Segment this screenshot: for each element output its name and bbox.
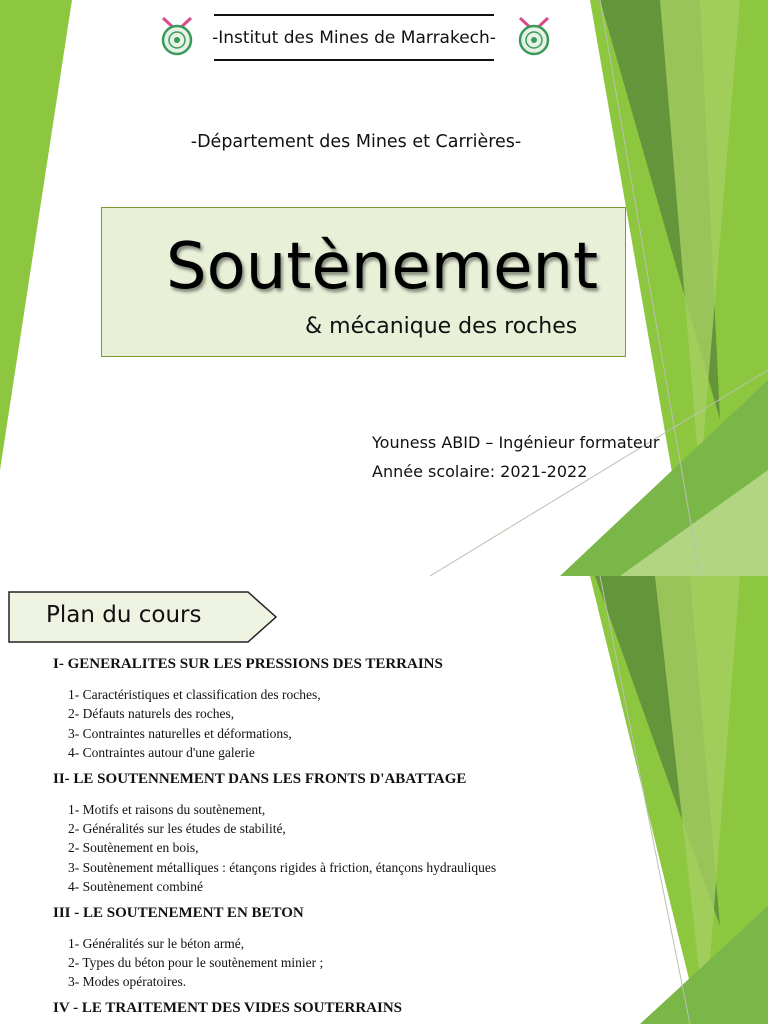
left-green-triangle xyxy=(0,0,72,470)
header-rule-bottom xyxy=(214,59,494,61)
title-box xyxy=(101,207,626,357)
author-name: Youness ABID – Ingénieur formateur xyxy=(372,433,660,452)
outline-item: 3- Soutènement métalliques : étançons rigides à friction, étançons hydrauliques xyxy=(68,859,497,875)
section-title: II- LE SOUTENNEMENT DANS LES FRONTS D'ABATTAGE xyxy=(53,770,467,787)
header-rule-top xyxy=(214,14,494,16)
institute-emblem-icon xyxy=(514,14,554,60)
outline-item: 4- Contraintes autour d'une galerie xyxy=(68,745,255,761)
outline-item: 2- Soutènement en bois, xyxy=(68,840,199,856)
outline-section xyxy=(53,771,693,897)
outline-section xyxy=(53,656,693,763)
outline-section xyxy=(53,1000,693,1017)
section-title: IV - LE TRAITEMENT DES VIDES SOUTERRAINS xyxy=(53,999,402,1016)
school-year: Année scolaire: 2021-2022 xyxy=(372,462,588,481)
outline-item: 2- Types du béton pour le soutènement minier ; xyxy=(68,955,324,971)
course-title: Soutènement xyxy=(166,230,599,304)
institute-emblem-icon xyxy=(157,14,197,60)
course-subtitle: & mécanique des roches xyxy=(305,314,578,339)
outline-item: 4- Soutènement combiné xyxy=(68,879,203,895)
outline-item: 1- Motifs et raisons du soutènement, xyxy=(68,801,266,817)
outline-item: 1- Caractéristiques et classification des roches, xyxy=(68,687,321,702)
outline-slide xyxy=(0,576,768,1024)
outline-item: 3- Modes opératoires. xyxy=(68,974,187,990)
department-name: -Département des Mines et Carrières- xyxy=(190,132,522,152)
outline-item: 2- Généralités sur les études de stabilité, xyxy=(68,821,286,837)
outline-item: 1- Généralités sur le béton armé, xyxy=(68,935,245,951)
section-title: III - LE SOUTENEMENT EN BETON xyxy=(53,904,304,921)
institute-name: -Institut des Mines de Marrakech- xyxy=(212,28,496,48)
author-block xyxy=(372,428,660,486)
outline-section xyxy=(53,905,693,992)
section-title: I- GENERALITES SUR LES PRESSIONS DES TERRAINS xyxy=(53,656,443,672)
outline-item: 2- Défauts naturels des roches, xyxy=(68,706,235,722)
course-outline xyxy=(53,656,693,1024)
plan-heading: Plan du cours xyxy=(46,602,202,628)
outline-item: 3- Contraintes naturelles et déformations, xyxy=(68,725,292,741)
